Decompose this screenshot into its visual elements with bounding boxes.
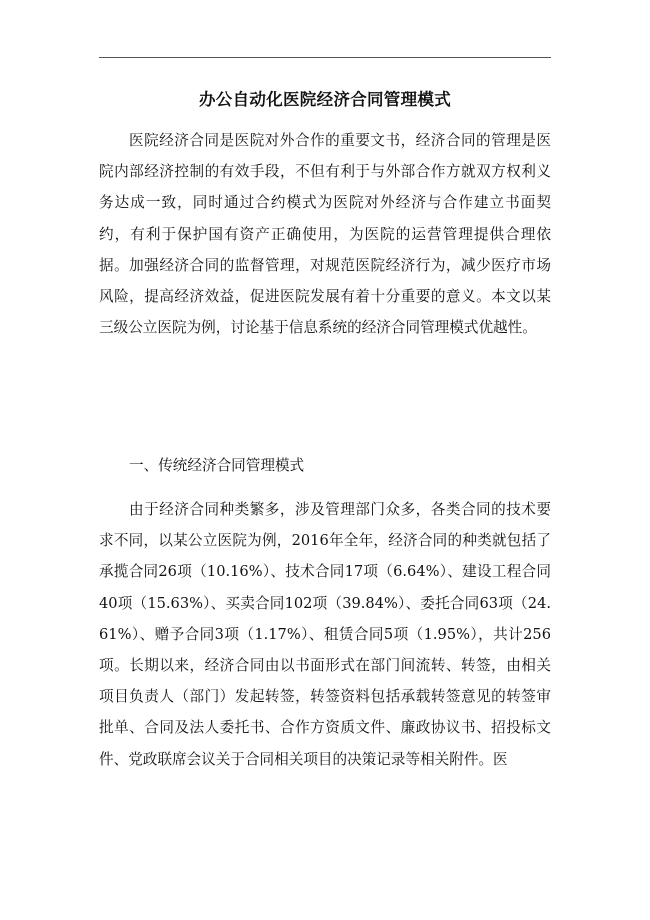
body-paragraph: 由于经济合同种类繁多，涉及管理部门众多，各类合同的技术要求不同，以某公立医院为例，2016年全年，经济合同的种类就包括了承揽合同26项（10.16%）、技术合同17项（6.64%）、建设工程合同40项（15.63%）、买卖合同102项（39.84%）、委托合同63项（24.61%）、赠予合同3项（1.17%）、租赁合同5项（1.95%），共计256项。长期以来，经济合同由以书面形式在部门间流转、转签，由相关项目负责人（部门）发起转签，转签资料包括承载转签意见的转签审批单、合同及法人委托书、合作方资质文件、廉政协议书、招投标文件、党政联席会议关于合同相关项目的决策记录等相关附件。医 [99, 501, 551, 768]
section-heading: 一、传统经济合同管理模式 [129, 457, 305, 474]
document-title: 办公自动化医院经济合同管理模式 [199, 90, 451, 109]
header-rule [99, 57, 551, 58]
intro-paragraph: 医院经济合同是医院对外合作的重要文书，经济合同的管理是医院内部经济控制的有效手段，不但有利于与外部合作方就双方权利义务达成一致，同时通过合约模式为医院对外经济与合作建立书面契约，有利于保护国有资产正确使用，为医院的运营管理提供合理依据。加强经济合同的监督管理，对规范医院经济行为，减少医疗市场风险，提高经济效益，促进医院发展有着十分重要的意义。本文以某三级公立医院为例，讨论基于信息系统的经济合同管理模式优越性。 [99, 132, 551, 337]
